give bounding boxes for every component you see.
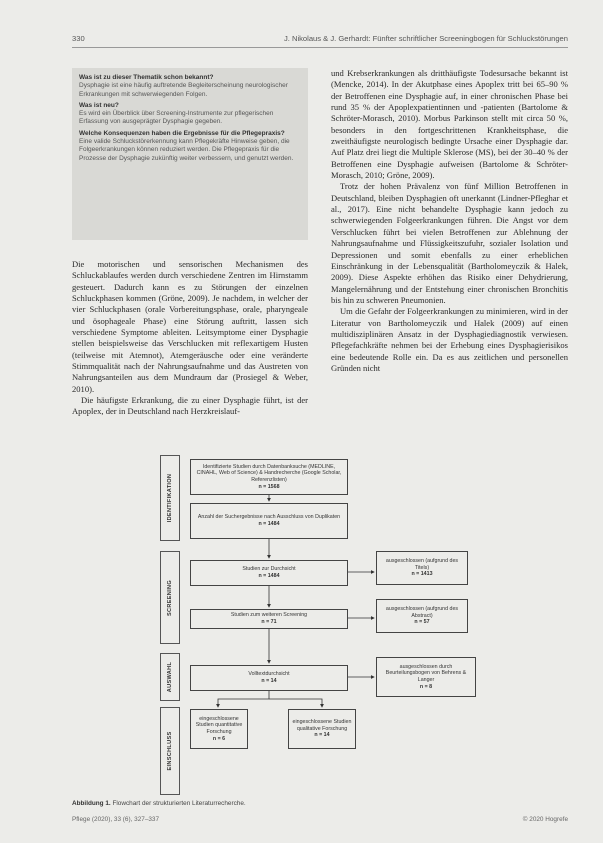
caption-text: Flowchart der strukturierten Literaturrecherche. bbox=[112, 800, 246, 807]
flow-box-screened: Studien zur Durchsicht n = 1484 bbox=[190, 560, 348, 586]
running-title: J. Nikolaus & J. Gerhardt: Fünfter schriftlicher Screeningbogen für Schluckstörungen bbox=[283, 34, 568, 43]
key-points-box bbox=[72, 68, 308, 240]
flow-box-further-screening: Studien zum weiteren Screening n = 71 bbox=[190, 609, 348, 629]
flow-box-excluded-abstract: ausgeschlossen (aufgrund des Abstract) n = 57 bbox=[376, 599, 468, 633]
arrow-fulltext-to-quant bbox=[218, 691, 269, 707]
flow-box-excluded-title: ausgeschlossen (aufgrund des Titels) n = 1413 bbox=[376, 551, 468, 585]
stage-inclusion: EINSCHLUSS bbox=[160, 707, 180, 795]
stage-screening: SCREENING bbox=[160, 551, 180, 644]
page-number: 330 bbox=[72, 34, 85, 43]
arrow-fulltext-to-qual bbox=[269, 699, 322, 707]
box-question-1: Was ist zu dieser Thematik schon bekannt? bbox=[79, 74, 214, 81]
flow-box-excluded-fulltext: ausgeschlossen durch Beurteilungsbogen von Behrens & Langer n = 8 bbox=[376, 657, 476, 697]
prisma-flowchart-figure bbox=[72, 455, 568, 810]
flow-box-included-qualitative: eingeschlossene Studien qualitative Forschung n = 14 bbox=[288, 709, 356, 749]
right-column bbox=[331, 68, 568, 374]
flow-box-included-quantitative: eingeschlossene Studien quantitative Forschung n = 6 bbox=[190, 709, 248, 749]
body-paragraph: und Krebserkrankungen als dritthäufigste Todesursache bekannt ist (Mencke, 2014). In der Akutphase eines Apoplex tritt bei 65–90 % der Betroffenen eine Dysphagie auf, in einer chronischen Phase bei rund 35 % der Apoplexpatientinnen und -patienten (Bartolome & Schröter-Morasch, 2010). Morbus Parkinson stellt mit circa 50 %, besonders in den fortgeschrittenen Krankheitsphase, die zweithäufigste neurologisch bedingte Ursache einer Dysphagie dar. Auf Platz drei liegt die Multiple Sklerose (MS), bei der 30–40 % der Betroffenen eine Dysphagie aufweisen (Bartolome & Schröter-Morasch, 2010; Gröne, 2009). bbox=[331, 68, 568, 181]
body-paragraph: Trotz der hohen Prävalenz von fünf Million Betroffenen in Deutschland, bleiben Dysphagien oft unerkannt (Lindner-Pfleghar et al., 2017). Eine nicht behandelte Dysphagie kann jedoch zu schwerwiegenden Folgeerkrankungen führen. Die Angst vor dem Verschlucken führt bei vielen Betroffenen zur Ablehnung der Nahrungsaufnahme und Flüssigkeitszufuhr, sozialer Isolation und Depressionen und somit ebenfalls zu einer erheblichen Einschränkung in der Lebensqualität (Bartholomeyczik & Halek, 2009). Diese Aspekte erhöhen das Risiko einer Dehydrierung, Mangelernährung und der Entstehung einer chronischen Bronchitis bis hin zu schweren Pneumonien. bbox=[331, 181, 568, 305]
body-paragraph: Um die Gefahr der Folgeerkrankungen zu minimieren, wird in der Literatur von Bartholomeyczik und Halek (2009) auf einen multidisziplinären Ansatz in der Dysphagiediagnostik verwiesen. Pflegefachkräfte nehmen bei der Erhebung eines Dysphagierisikos eine bedeutende Rolle ein. Da es aus zeitlichen und personellen Gründen nicht bbox=[331, 306, 568, 373]
box-question-3: Welche Konsequenzen haben die Ergebnisse für die Pflegepraxis? bbox=[79, 129, 285, 137]
box-question-2: Was ist neu? bbox=[79, 101, 119, 109]
stage-identification: IDENTIFIKATION bbox=[160, 455, 180, 541]
stage-selection: AUSWAHL bbox=[160, 653, 180, 701]
box-answer-1: Dysphagie ist eine häufig auftretende Begleiterscheinung neurologischer Erkrankungen mit schwerwiegenden Folgen. bbox=[79, 82, 288, 98]
running-header bbox=[72, 31, 568, 48]
figure-caption bbox=[72, 800, 246, 807]
body-paragraph: Die häufigste Erkrankung, die zu einer Dysphagie führt, ist der Apoplex, der in Deutschland nach Herzkreislauf- bbox=[72, 395, 308, 417]
flow-box-fulltext: Volltextdurchsicht n = 14 bbox=[190, 665, 348, 691]
caption-label: Abbildung 1. bbox=[72, 800, 111, 807]
flow-box-sources: Identifizierte Studien durch Datenbanksuche (MEDLINE, CINAHL, Web of Science) & Handrecherche (Google Scholar, Referenzlisten) n = 1568 bbox=[190, 459, 348, 495]
left-column bbox=[72, 68, 308, 418]
flow-box-deduplicated: Anzahl der Suchergebnisse nach Ausschluss von Duplikaten n = 1484 bbox=[190, 503, 348, 539]
box-answer-2: Es wird ein Überblick über Screening-Instrumente zur pflegerischen Erfassung von ausgeprägter Dysphagie gegeben. bbox=[79, 110, 274, 126]
box-answer-3: Eine valide Schluckstörerkennung kann Pflegekräfte Hinweise geben, die Folgeerkrankungen können reduziert werden. Die Pflegepraxis für die Prozesse der Dysphagie zukünftig weiter verbessern, und genutzt werden. bbox=[79, 138, 294, 162]
body-paragraph: Die motorischen und sensorischen Mechanismen des Schluckablaufes werden durch verschiedene Zentren im Hirnstamm gesteuert. Dadurch kann es zu Störungen der einzelnen Schluckphasen kommen (Gröne, 2009). Je nachdem, in welcher der vier Schluckphasen (orale Vorbereitungsphase, orale, pharyngeale und ösophageale Phase) eine Störung auftritt, lassen sich verschiedene Symptome ableiten. Leitsymptome einer Dysphagie stellen beispielsweise das Verschlucken mit reflexartigem Husten (teilweise mit Atemnot), Atemgeräusche oder eine veränderte Stimmqualität nach der Nahrungsaufnahme und das Austreten von Nahrungsanteilen aus dem Mundraum dar (Prosiegel & Weber, 2010). bbox=[72, 259, 308, 394]
footer-citation: Pflege (2020), 33 (6), 327–337 bbox=[72, 816, 160, 823]
footer-copyright: © 2020 Hogrefe bbox=[522, 816, 568, 823]
